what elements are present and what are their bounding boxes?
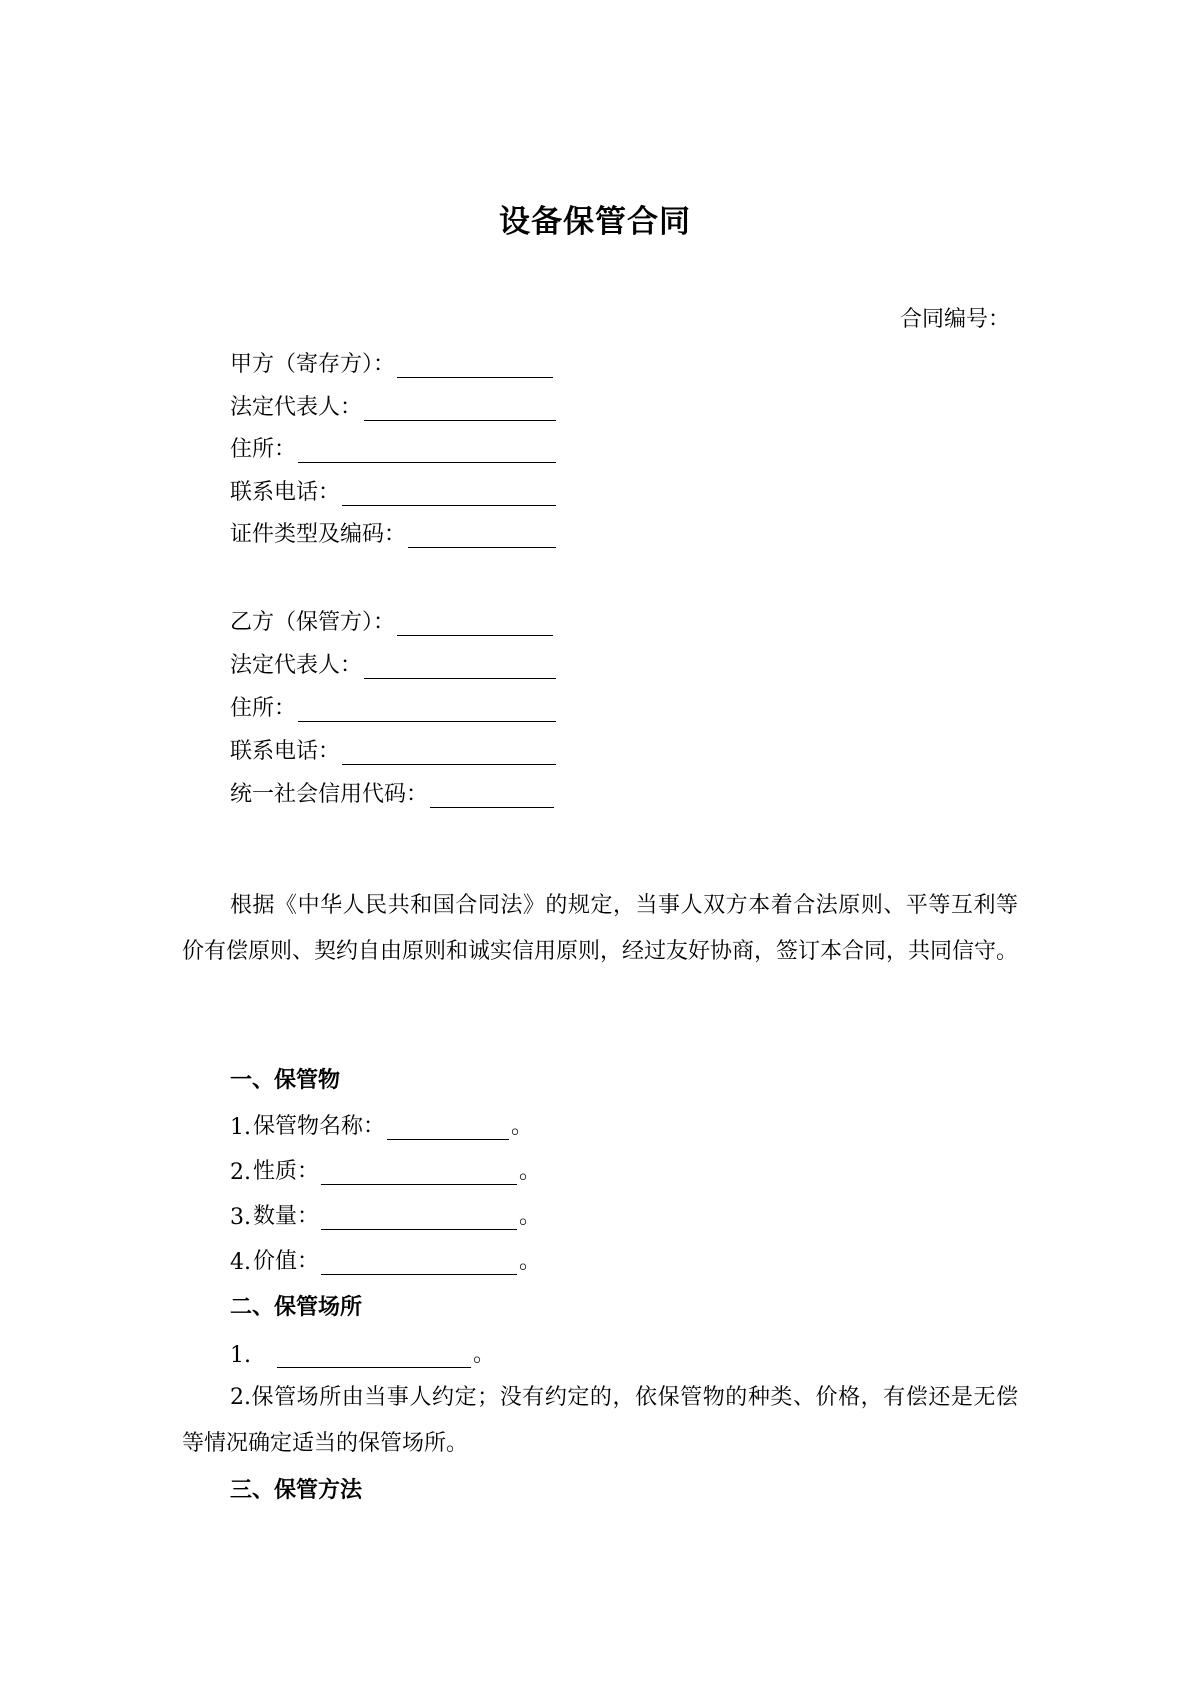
preamble-paragraph: 根据《中华人民共和国合同法》的规定，当事人双方本着合法原则、平等互利等价有偿原则、契约自由原则和诚实信用原则，经过友好协商，签订本合同，共同信守。 [182,893,1019,964]
section1-item-quantity [230,1198,541,1230]
section2-item-1 [230,1336,495,1368]
party-a-id-field [230,516,556,548]
party-b-name-field [230,604,553,636]
party-b-rep-blank[interactable] [364,656,556,679]
party-a-rep-label: 法定代表人： [230,395,363,420]
party-b-name-blank[interactable] [397,613,553,636]
item-label: 性质： [253,1159,320,1184]
party-b-credit-field [230,776,554,808]
item-label: 数量： [253,1204,320,1229]
party-b-credit-blank[interactable] [430,785,554,808]
party-a-phone-label: 联系电话： [230,480,341,505]
item-end-mark: 。 [519,1159,542,1184]
section1-item-name [230,1108,533,1140]
party-a-id-label: 证件类型及编码： [230,522,407,547]
item-blank[interactable] [321,1252,517,1275]
party-b-address-field [230,690,556,722]
party-b-phone-label: 联系电话： [230,739,341,764]
party-b-credit-label: 统一社会信用代码： [230,782,429,807]
item-number: 2. [230,1160,251,1185]
party-b-phone-field [230,733,556,765]
section2-heading: 二、保管场所 [230,1295,363,1320]
party-b-phone-blank[interactable] [342,742,556,765]
item-end-mark: 。 [511,1114,534,1139]
party-a-name-blank[interactable] [397,355,553,378]
document-title: 设备保管合同 [499,204,691,240]
section1-heading: 一、保管物 [230,1068,341,1093]
party-b-name-label: 乙方（保管方）： [230,610,396,635]
party-a-name-label: 甲方（寄存方）： [230,352,396,377]
party-a-name-field [230,346,553,378]
party-a-id-blank[interactable] [408,525,556,548]
item-end-mark: 。 [519,1249,542,1274]
party-a-phone-field [230,474,556,506]
section3-heading: 三、保管方法 [230,1478,363,1503]
party-a-address-field [230,431,556,463]
party-b-address-label: 住所： [230,696,297,721]
party-b-address-blank[interactable] [298,699,556,722]
item-end-mark: 。 [473,1342,496,1367]
contract-number-label: 合同编号： [900,307,1011,332]
party-a-address-label: 住所： [230,437,297,462]
item-number: 1. [230,1343,251,1368]
item-label: 保管物名称： [253,1114,386,1139]
section1-item-value [230,1243,541,1275]
party-a-rep-blank[interactable] [364,398,556,421]
item-blank[interactable] [321,1207,517,1230]
item-blank[interactable] [277,1345,471,1368]
section1-item-nature [230,1153,541,1185]
item-number: 3. [230,1205,251,1230]
item-label: 价值： [253,1249,320,1274]
item-number: 1. [230,1115,251,1140]
party-a-address-blank[interactable] [298,440,556,463]
section2-item-2: 2.保管场所由当事人约定；没有约定的，依保管物的种类、价格，有偿还是无偿等情况确定适当的保管场所。 [182,1385,1018,1456]
party-a-phone-blank[interactable] [342,483,556,506]
item-number: 4. [230,1250,251,1275]
item-end-mark: 。 [519,1204,542,1229]
item-blank[interactable] [321,1162,517,1185]
party-a-rep-field [230,389,556,421]
item-blank[interactable] [387,1117,509,1140]
party-b-rep-label: 法定代表人： [230,653,363,678]
party-b-rep-field [230,647,556,679]
